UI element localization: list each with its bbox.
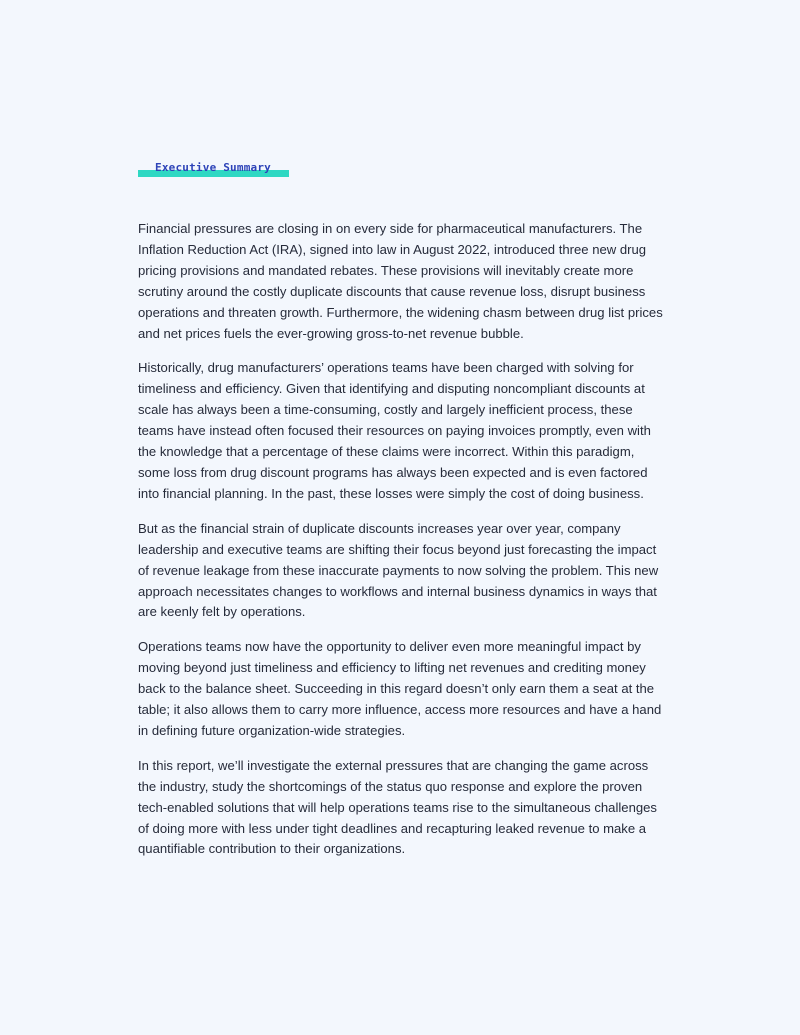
paragraph: But as the financial strain of duplicate discounts increases year over year, company leadership and executive teams are shifting their focus beyond just forecasting the impact of revenue leakage from these inaccurate payments to now solving the problem. This new approach necessitates changes to workflows and internal business dynamics in ways that are keenly felt by operations. <box>138 520 659 620</box>
paragraph: Operations teams now have the opportunity to deliver even more meaningful impact by moving beyond just timeliness and efficiency to lifting net revenues and crediting money back to the balance sheet. Succeeding in this regard doesn’t only earn them a seat at the table; it also allows them to carry more influence, access more resources and have a hand in defining future organization-wide strategies. <box>138 639 662 738</box>
section-title: Executive Summary <box>155 161 271 174</box>
paragraph: Financial pressures are closing in on every side for pharmaceutical manufacturers. The Inflation Reduction Act (IRA), signed into law in August 2022, introduced three new drug pricing provisions and mandated rebates. These provisions will inevitably create more scrutiny around the costly duplicate discounts that cause revenue loss, disrupt business operations and threaten growth. Furthermore, the widening chasm between drug list prices and net prices fuels the ever-growing gross-to-net revenue bubble. <box>138 221 663 341</box>
section-tag <box>138 160 289 178</box>
paragraph: In this report, we’ll investigate the external pressures that are changing the game across the industry, study the shortcomings of the status quo response and explore the proven tech-enabled solutions that will help operations teams rise to the simultaneous challenges of doing more with less under tight deadlines and recapturing leaked revenue to make a quantifiable contribution to their organizations. <box>138 757 657 857</box>
body-text <box>138 219 664 874</box>
paragraph: Historically, drug manufacturers’ operations teams have been charged with solving for timeliness and efficiency. Given that identifying and disputing noncompliant discounts at scale has always been a time-consuming, costly and largely inefficient process, these teams have instead often focused their resources on paying invoices promptly, even with the knowledge that a percentage of these claims were incorrect. Within this paradigm, some loss from drug discount programs has always been expected and is even factored into financial planning. In the past, these losses were simply the cost of doing business. <box>138 360 651 501</box>
